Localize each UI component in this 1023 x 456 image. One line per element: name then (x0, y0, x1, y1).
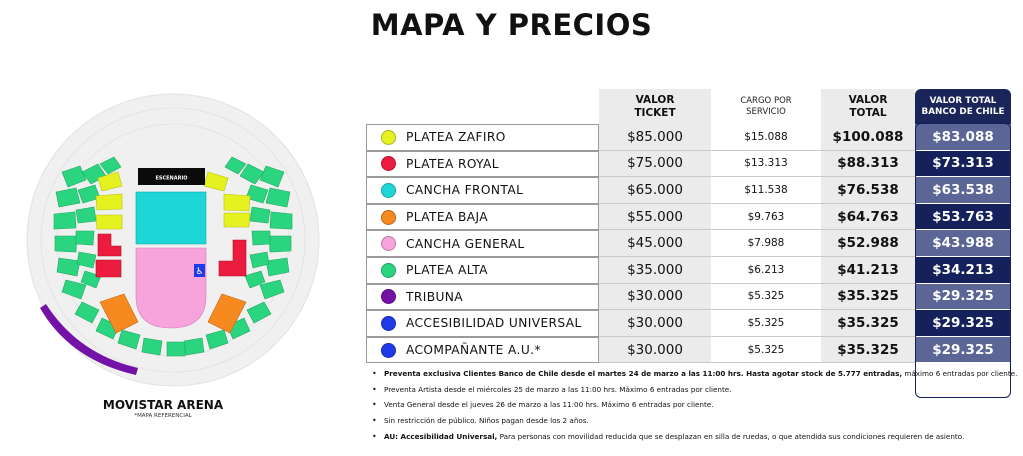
header-cargo-servicio: CARGO POR SERVICIO (740, 96, 792, 117)
price-row (366, 310, 1013, 337)
note-item (372, 397, 1012, 413)
zone-color-dot (381, 343, 396, 358)
zone-name: CANCHA FRONTAL (406, 183, 524, 198)
note-item (372, 413, 1012, 429)
note-text: Sin restricción de público. Niños pagan desde los 2 años. (384, 416, 589, 426)
valor-banco-chile-cell: $53.763 (915, 204, 1011, 231)
cargo-servicio-cell: $5.325 (711, 337, 821, 364)
valor-ticket-cell: $30.000 (599, 310, 711, 337)
note-text: Venta General desde el jueves 26 de marzo a las 11:00 hrs. Máximo 6 entradas por cliente. (384, 400, 714, 410)
note-text: Para personas con movilidad reducida que se desplazan en silla de ruedas, o que atendida sus condiciones requieren de asiento. (497, 431, 965, 441)
valor-ticket-cell: $45.000 (599, 230, 711, 257)
valor-total-cell: $76.538 (821, 177, 915, 204)
header-valor-ticket: VALOR TICKET (599, 89, 711, 125)
venue-name: MOVISTAR ARENA (102, 398, 224, 412)
cargo-servicio-cell: $5.325 (711, 284, 821, 311)
cargo-servicio-cell: $9.763 (711, 204, 821, 231)
cargo-servicio-cell: $13.313 (711, 151, 821, 178)
zone-name: ACCESIBILIDAD UNIVERSAL (406, 316, 582, 331)
zone-color-dot (381, 236, 396, 251)
valor-total-cell: $100.088 (821, 124, 915, 151)
venue-note: *MAPA REFERENCIAL (134, 413, 192, 419)
price-row (366, 204, 1013, 231)
price-row (366, 337, 1013, 364)
zone-name: CANCHA GENERAL (406, 236, 525, 251)
valor-ticket-cell: $55.000 (599, 204, 711, 231)
valor-total-cell: $35.325 (821, 337, 915, 364)
valor-banco-chile-cell: $43.988 (915, 230, 1011, 257)
valor-banco-chile-cell: $83.088 (915, 124, 1011, 151)
price-row (366, 151, 1013, 178)
note-bold: Preventa exclusiva Clientes Banco de Chile desde el martes 24 de marzo a las 11:00 hrs. Hasta agotar stock de 5.777 entradas, (384, 369, 903, 378)
price-row (366, 257, 1013, 284)
valor-total-cell: $52.988 (821, 230, 915, 257)
note-bold: AU: Accesibilidad Universal, (384, 431, 498, 441)
notes-list (372, 366, 1018, 445)
cargo-servicio-cell: $5.325 (711, 310, 821, 337)
cargo-servicio-cell: $15.088 (711, 124, 821, 151)
valor-banco-chile-cell: $34.213 (915, 257, 1011, 284)
note-item (372, 429, 1012, 445)
page-title: MAPA Y PRECIOS (370, 8, 653, 42)
zone-color-dot (381, 156, 396, 171)
valor-total-cell: $64.763 (821, 204, 915, 231)
zone-cell (366, 337, 599, 364)
zone-cell (366, 230, 599, 257)
valor-ticket-cell: $85.000 (599, 124, 711, 151)
zone-color-dot (381, 289, 396, 304)
valor-banco-chile-cell: $29.325 (915, 284, 1011, 311)
valor-banco-chile-cell: $63.538 (915, 177, 1011, 204)
valor-ticket-cell: $75.000 (599, 151, 711, 178)
valor-banco-chile-cell: $29.325 (915, 337, 1011, 364)
valor-ticket-cell: $30.000 (599, 337, 711, 364)
zone-cell (366, 310, 599, 337)
price-row (366, 284, 1013, 311)
valor-total-cell: $35.325 (821, 310, 915, 337)
valor-ticket-cell: $65.000 (599, 177, 711, 204)
zone-name: PLATEA ALTA (406, 263, 488, 278)
zone-cell (366, 204, 599, 231)
zone-color-dot (381, 210, 396, 225)
valor-ticket-cell: $30.000 (599, 284, 711, 311)
zone-color-dot (381, 183, 396, 198)
cargo-servicio-cell: $6.213 (711, 257, 821, 284)
note-text: Preventa Artista desde el miércoles 25 de marzo a las 11:00 hrs. Máximo 6 entradas por cliente. (384, 384, 732, 394)
price-row (366, 230, 1013, 257)
valor-total-cell: $41.213 (821, 257, 915, 284)
note-item (372, 382, 1012, 398)
zone-color-dot (381, 263, 396, 278)
valor-banco-chile-cell: $73.313 (915, 151, 1011, 178)
price-row (366, 177, 1013, 204)
zone-cell (366, 284, 599, 311)
note-item (372, 366, 1018, 382)
note-text: máximo 6 entradas por cliente. (902, 369, 1018, 378)
zone-cell (366, 257, 599, 284)
venue-map (18, 92, 328, 387)
zone-name: PLATEA ZAFIRO (406, 130, 506, 145)
zone-color-dot (381, 130, 396, 145)
zone-cell (366, 151, 599, 178)
cargo-servicio-cell: $11.538 (711, 177, 821, 204)
zone-name: PLATEA ROYAL (406, 156, 499, 171)
valor-ticket-cell: $35.000 (599, 257, 711, 284)
zone-color-dot (381, 316, 396, 331)
valor-total-cell: $88.313 (821, 151, 915, 178)
zone-cancha-frontal[interactable] (136, 192, 206, 244)
zone-cell (366, 124, 599, 151)
zone-name: PLATEA BAJA (406, 210, 488, 225)
valor-banco-chile-cell: $29.325 (915, 310, 1011, 337)
price-row (366, 124, 1013, 151)
cargo-servicio-cell: $7.988 (711, 230, 821, 257)
valor-total-cell: $35.325 (821, 284, 915, 311)
wheelchair-icon: ♿ (195, 267, 204, 277)
header-valor-banco-chile: VALOR TOTAL BANCO DE CHILE (915, 89, 1011, 125)
zone-name: ACOMPAÑANTE A.U.* (406, 343, 541, 358)
zone-cancha-general[interactable] (136, 248, 206, 328)
zone-cell (366, 177, 599, 204)
header-valor-total: VALOR TOTAL (821, 89, 915, 125)
zone-name: TRIBUNA (406, 289, 464, 304)
stage-label: ESCENARIO (155, 175, 188, 182)
